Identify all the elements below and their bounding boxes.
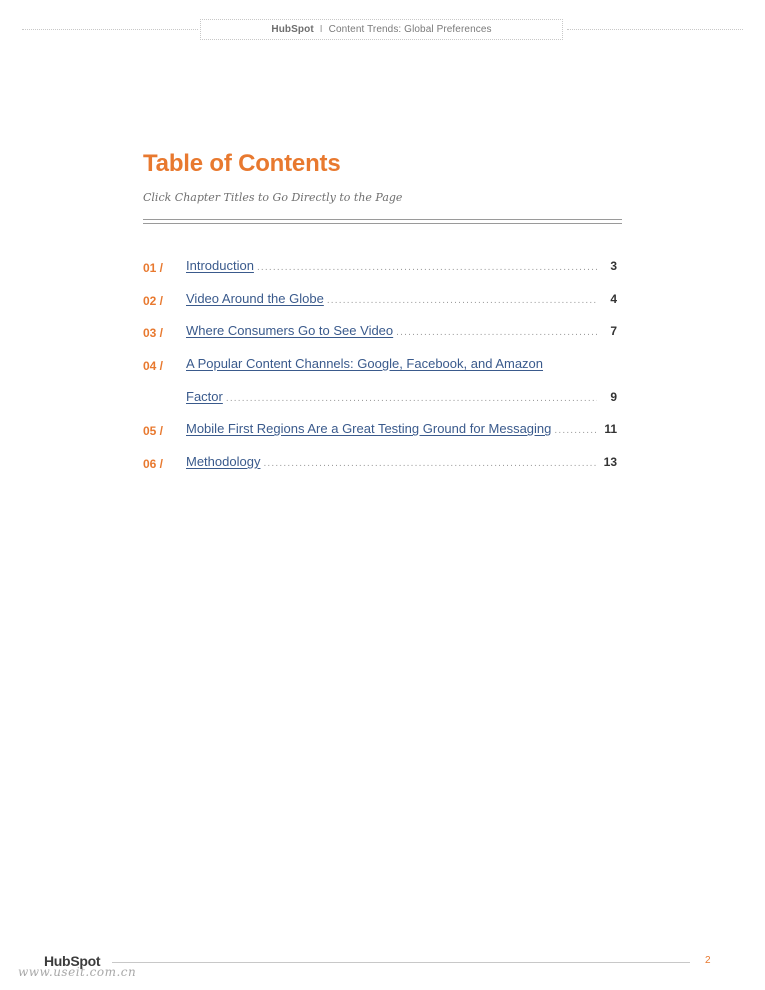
chapter-link-where-consumers[interactable]: Where Consumers Go to See Video <box>186 323 394 338</box>
chapter-link-popular-channels[interactable]: A Popular Content Channels: Google, Facebook, and Amazon <box>186 356 544 371</box>
chapter-number: 03 / <box>143 326 164 340</box>
chapter-link-introduction[interactable]: Introduction <box>186 258 254 273</box>
header-rule-left <box>22 29 198 30</box>
chapter-link-methodology[interactable]: Methodology <box>186 454 261 469</box>
dot-leader <box>226 393 597 404</box>
chapter-number: 05 / <box>143 424 164 438</box>
chapter-number: 04 / <box>143 359 164 373</box>
header-title: Content Trends: Global Preferences <box>328 24 492 35</box>
page-number: 3 <box>610 259 617 273</box>
header-separator: I <box>319 24 323 35</box>
page-subtitle: Click Chapter Titles to Go Directly to the Page <box>143 191 403 204</box>
header-brand: HubSpot <box>271 24 314 35</box>
chapter-link-popular-channels-cont[interactable]: Factor <box>186 389 223 404</box>
dot-leader <box>327 295 597 306</box>
toc-entry-05 <box>143 421 617 441</box>
toc-entry-02 <box>143 291 617 311</box>
chapter-link-mobile-first[interactable]: Mobile First Regions Are a Great Testing Ground for Messaging <box>186 421 552 436</box>
chapter-link-video-around-globe[interactable]: Video Around the Globe <box>186 291 324 306</box>
dot-leader <box>263 458 597 469</box>
watermark: www.useit.com.cn <box>18 965 137 979</box>
page-number: 11 <box>604 422 617 436</box>
toc-entry-04-continued <box>143 389 617 409</box>
chapter-number: 02 / <box>143 294 164 308</box>
footer-rule <box>112 962 690 963</box>
toc-entry-01 <box>143 258 617 278</box>
chapter-number: 01 / <box>143 261 164 275</box>
page-number: 13 <box>603 455 617 469</box>
chapter-number: 06 / <box>143 457 164 471</box>
page-number: 9 <box>610 390 617 404</box>
toc-entry-04 <box>143 356 617 376</box>
page-number: 4 <box>610 292 617 306</box>
toc-entry-03 <box>143 323 617 343</box>
running-header <box>200 19 563 40</box>
dot-leader <box>554 425 597 436</box>
dot-leader <box>257 262 597 273</box>
dot-leader <box>396 327 597 338</box>
header-rule-right <box>567 29 743 30</box>
title-divider <box>143 219 622 224</box>
toc-entry-06 <box>143 454 617 474</box>
page-number: 7 <box>610 324 617 338</box>
hubspot-logo: HubSpot <box>44 953 101 969</box>
footer-page-number: 2 <box>705 955 711 966</box>
page-title: Table of Contents <box>143 150 341 177</box>
